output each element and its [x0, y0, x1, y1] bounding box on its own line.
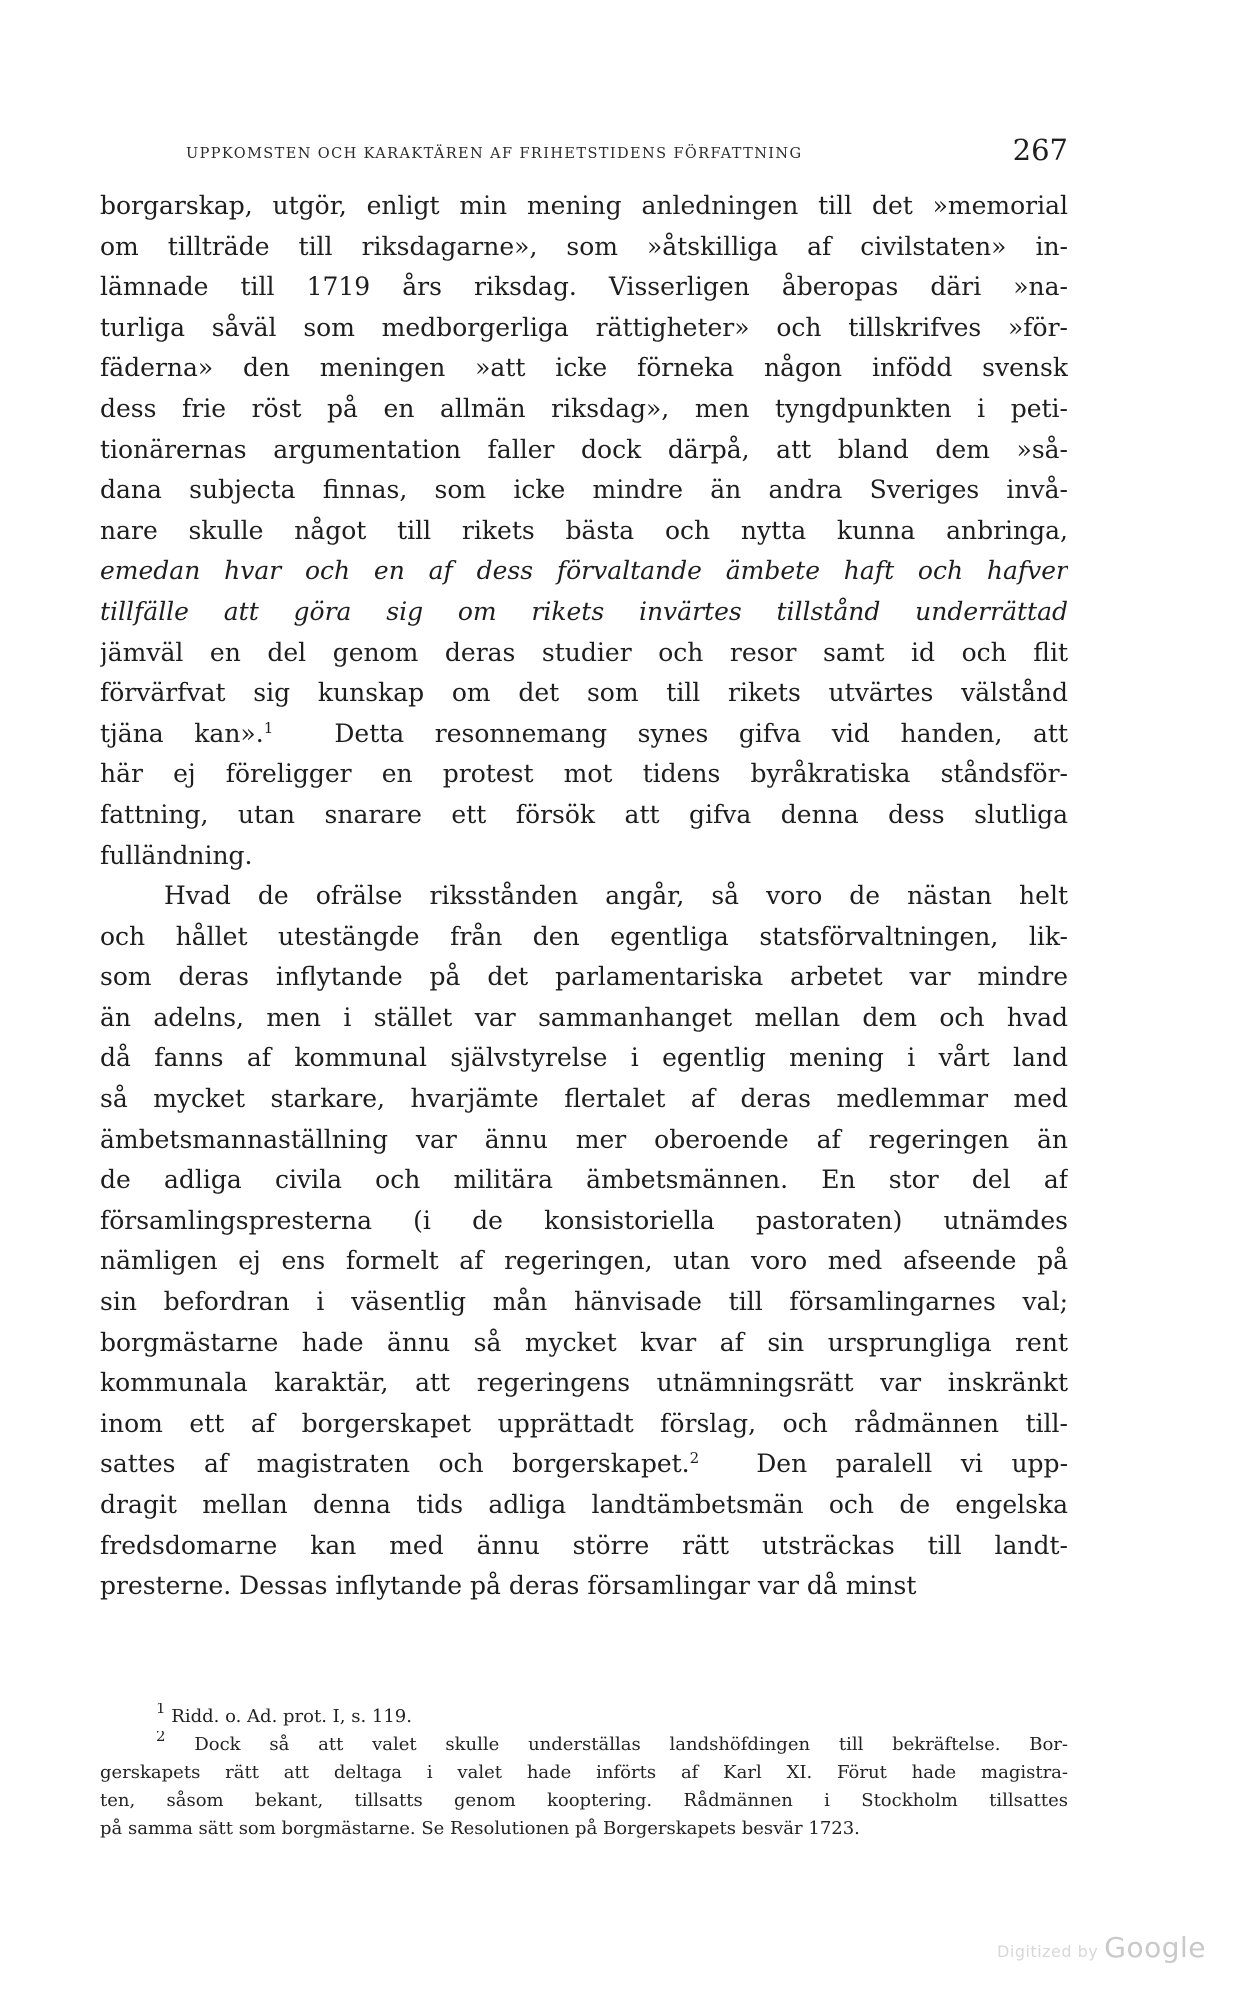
text-line: här ej föreligger en protest mot tidens byråkratiska ståndsför- [100, 759, 1068, 789]
text-line: lämnade till 1719 års riksdag. Visserligen åberopas däri »na- [100, 272, 1068, 302]
text-line-italic: emedan hvar och en af dess förvaltande ämbete haft och hafver [100, 556, 1068, 586]
text-line: nämligen ej ens formelt af regeringen, utan voro med afseende på [100, 1246, 1068, 1276]
text-line: jämväl en del genom deras studier och resor samt id och flit [100, 637, 1068, 667]
text-line: dana subjecta finnas, som icke mindre än andra Sveriges invå- [100, 475, 1068, 505]
watermark-brand: Google [1104, 1931, 1206, 1964]
page-number: 267 [1012, 133, 1068, 167]
text-line: borgarskap, utgör, enligt min mening anledningen till det »memorial [100, 191, 1068, 220]
text-line: borgmästarne hade ännu så mycket kvar af sin ursprungliga rent [100, 1327, 1068, 1357]
text-segment: sattes af magistraten och borgerskapet. [100, 1449, 690, 1479]
footnote-marker: 2 [156, 1731, 166, 1745]
text-segment: Detta resonnemang synes gifva vid handen, att [334, 718, 1068, 748]
text-line: nare skulle något till rikets bästa och nytta kunna anbringa, [100, 515, 1068, 545]
text-segment: tjäna kan». [100, 718, 264, 748]
running-head [100, 128, 1068, 168]
footnote-marker: 1 [156, 1703, 166, 1717]
footnote-line: på samma sätt som borgmästarne. Se Resolutionen på Borgerskapets besvär 1723. [100, 1818, 860, 1839]
text-line: då fanns af kommunal självstyrelse i egentlig mening i vårt land [100, 1043, 1068, 1073]
text-line: fattning, utan snarare ett försök att gifva denna dess slutliga [100, 799, 1068, 829]
text-line: dragit mellan denna tids adliga landtämbetsmän och de engelska [100, 1490, 1068, 1519]
footnote-1 [100, 1703, 1068, 1731]
text-line: inom ett af borgerskapet upprättadt förslag, och rådmännen till- [100, 1408, 1068, 1438]
text-line: så mycket starkare, hvarjämte flertalet af deras medlemmar med [100, 1084, 1068, 1114]
footnote-text: Ridd. o. Ad. prot. I, s. 119. [171, 1706, 412, 1727]
footnote-2 [100, 1731, 1068, 1759]
book-page [100, 128, 1068, 1888]
digitized-watermark [997, 1931, 1206, 1964]
text-line: fäderna» den meningen »att icke förneka någon infödd svensk [100, 353, 1068, 383]
footnotes [100, 1703, 1068, 1843]
text-line: ämbetsmannaställning var ännu mer oberoende af regeringen än [100, 1124, 1068, 1154]
text-line: fulländning. [100, 840, 253, 870]
text-line-italic: tillfälle att göra sig om rikets invärtes tillstånd underrättad [100, 596, 1068, 626]
text-line: sin befordran i väsentlig mån hänvisade till församlingarnes val; [100, 1287, 1068, 1317]
text-line: kommunala karaktär, att regeringens utnämningsrätt var inskränkt [100, 1368, 1068, 1398]
text-line: turliga såväl som medborgerliga rättigheter» och tillskrifves »för- [100, 312, 1068, 342]
text-line: om tillträde till riksdagarne», som »åtskilliga af civilstaten» in- [100, 231, 1068, 261]
footnote-ref: 1 [263, 718, 274, 737]
body-text [100, 186, 1068, 1607]
footnote-line: gerskapets rätt att deltaga i valet hade införts af Karl XI. Förut hade magistra- [100, 1762, 1068, 1783]
text-line: församlingspresterna (i de konsistoriella pastoraten) utnämdes [100, 1205, 1068, 1235]
text-line: de adliga civila och militära ämbetsmännen. En stor del af [100, 1165, 1068, 1195]
text-segment: Den paralell vi upp- [756, 1449, 1068, 1479]
text-line: förvärfvat sig kunskap om det som till rikets utvärtes välstånd [100, 678, 1068, 708]
text-line-with-ref [100, 714, 1068, 755]
text-line: som deras inflytande på det parlamentariska arbetet var mindre [100, 962, 1068, 992]
footnote-ref: 2 [689, 1449, 700, 1468]
text-line: dess frie röst på en allmän riksdag», men tyngdpunkten i peti- [100, 393, 1068, 423]
text-line-indent: Hvad de ofrälse riksstånden angår, så voro de nästan helt [164, 881, 1068, 911]
footnote-text: Dock så att valet skulle underställas landshöfdingen till bekräftelse. Bor- [194, 1734, 1068, 1755]
watermark-prefix: Digitized by [997, 1942, 1099, 1961]
text-line: och hållet utestängde från den egentliga statsförvaltningen, lik- [100, 921, 1068, 951]
text-line: presterne. Dessas inflytande på deras församlingar var då minst [100, 1571, 917, 1601]
text-line-with-ref [100, 1444, 1068, 1485]
running-title: UPPKOMSTEN OCH KARAKTÄREN AF FRIHETSTIDENS FÖRFATTNING [186, 146, 803, 162]
text-line: tionärernas argumentation faller dock därpå, att bland dem »så- [100, 434, 1068, 464]
text-line: än adelns, men i stället var sammanhanget mellan dem och hvad [100, 1002, 1068, 1032]
text-line: fredsdomarne kan med ännu större rätt utsträckas till landt- [100, 1530, 1068, 1560]
footnote-line: ten, såsom bekant, tillsatts genom kooptering. Rådmännen i Stockholm tillsattes [100, 1790, 1068, 1811]
